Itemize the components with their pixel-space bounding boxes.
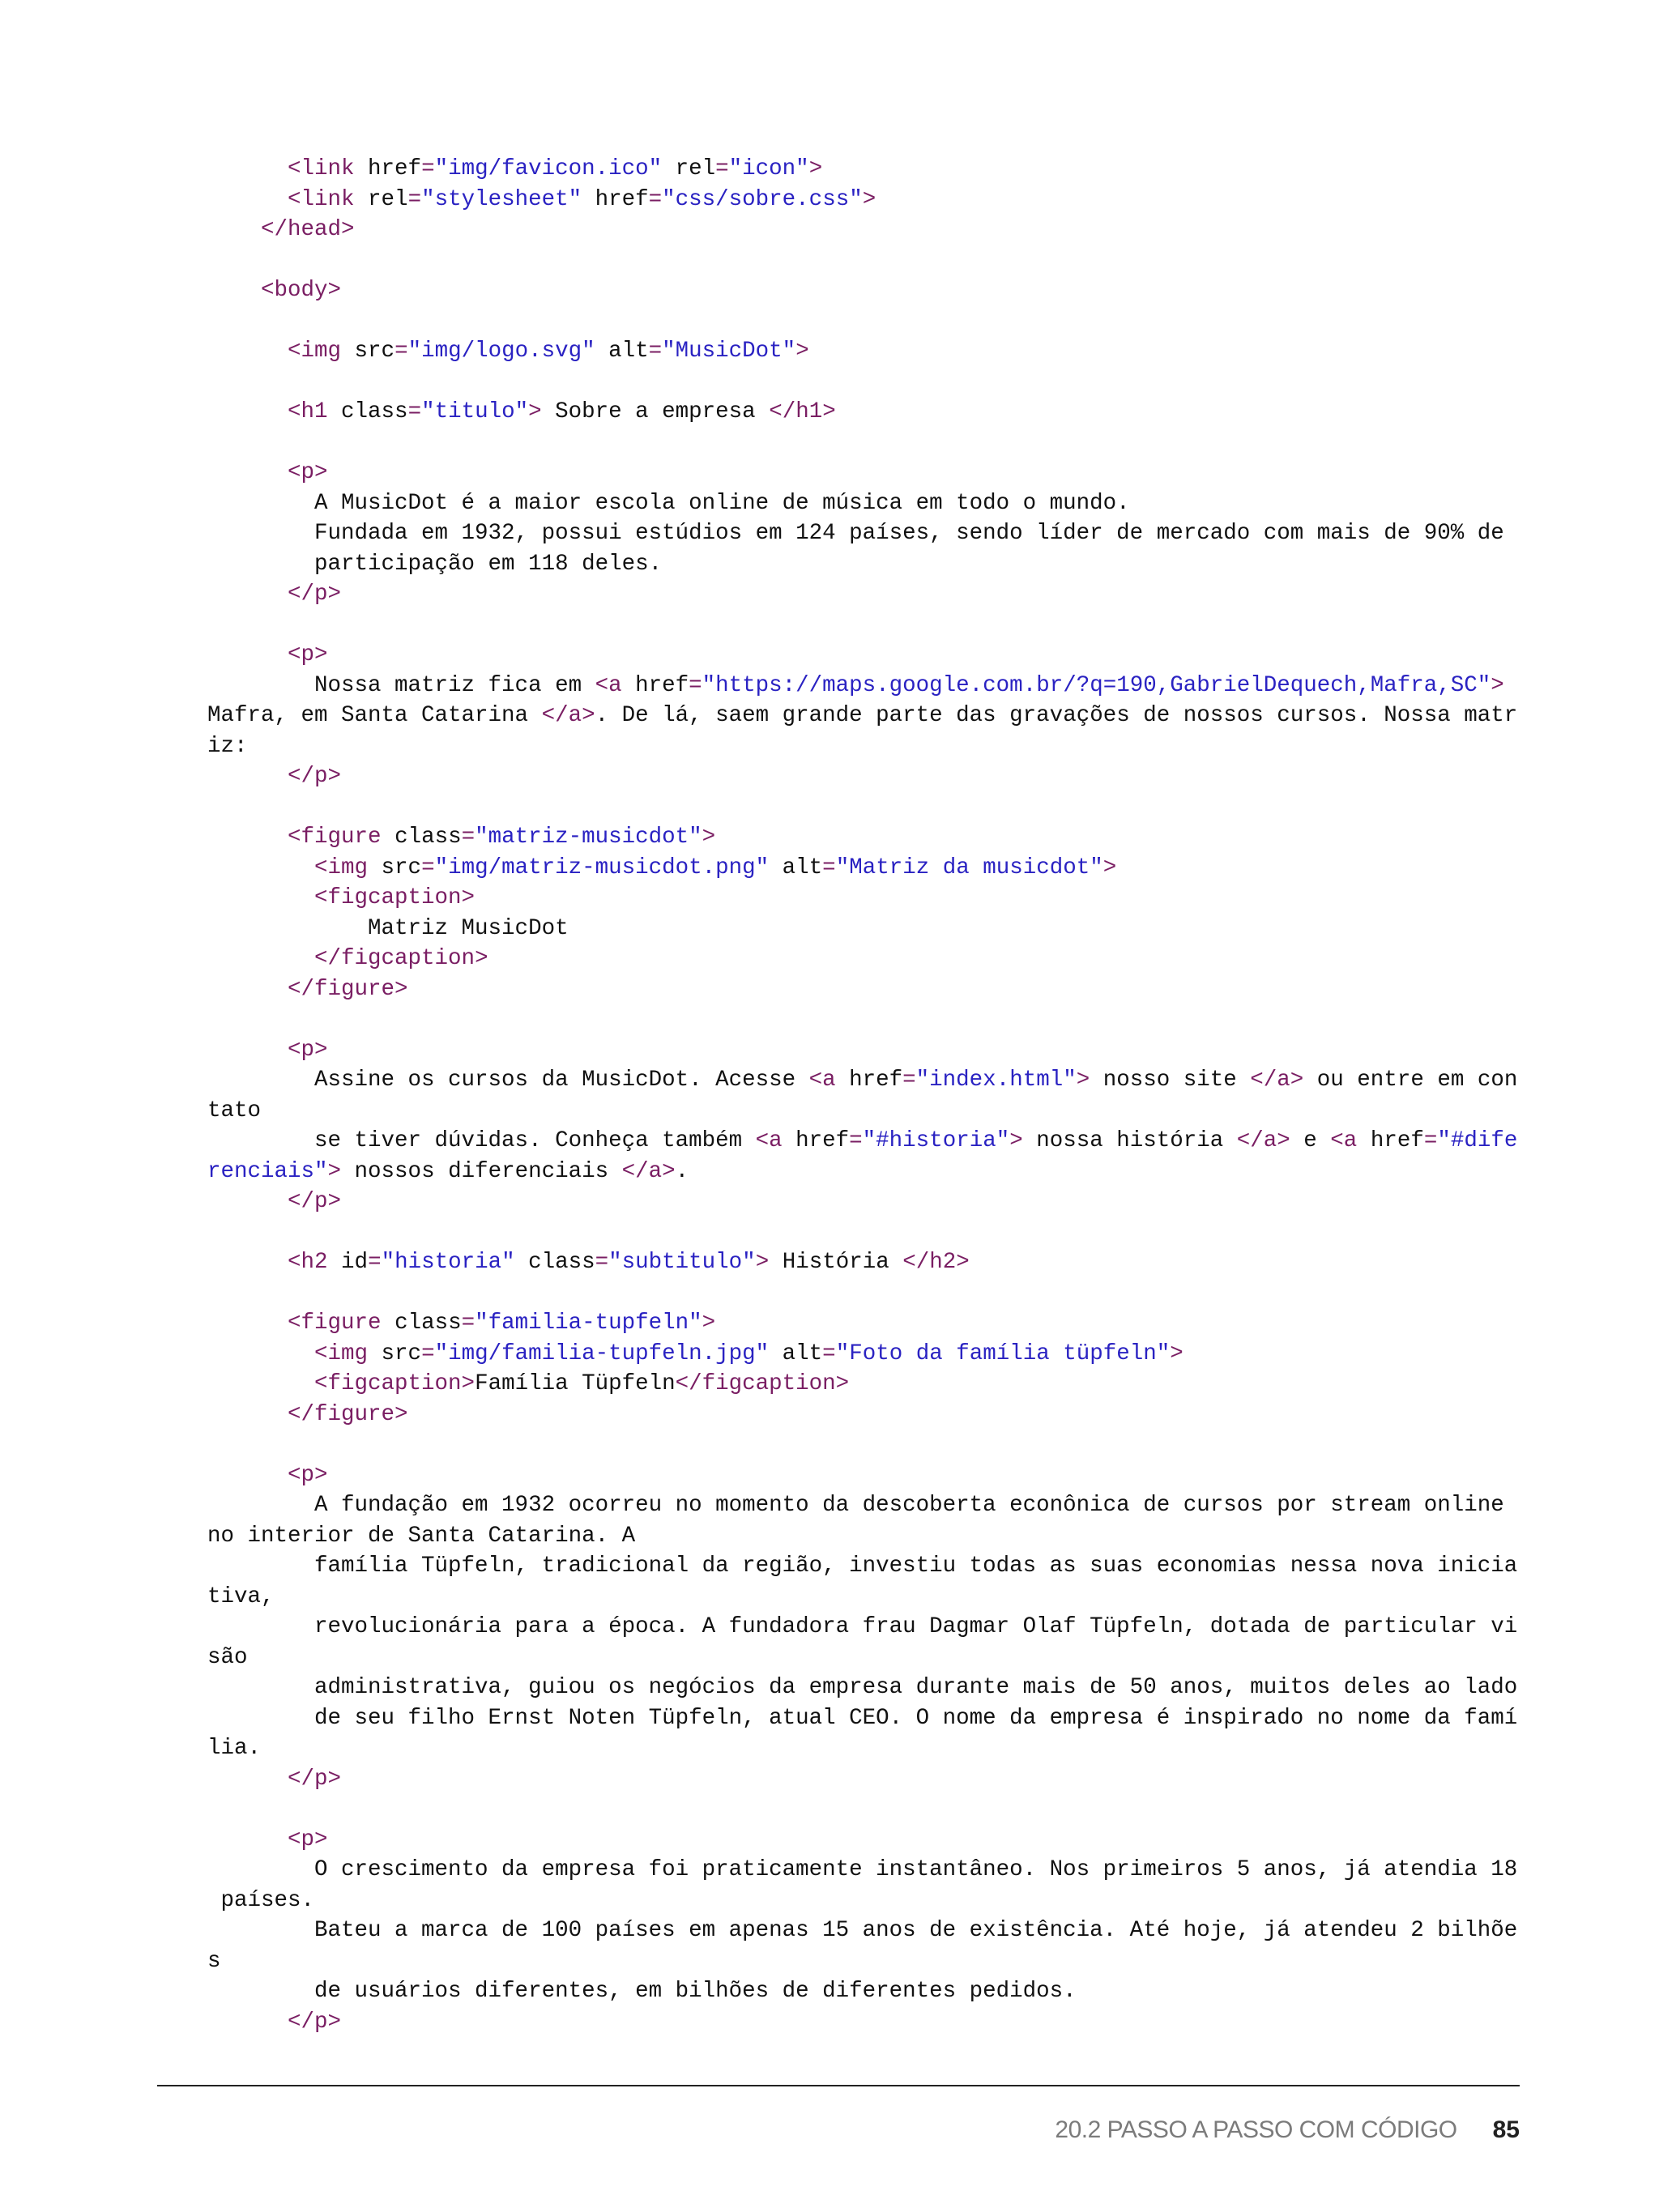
code-token: > [808, 156, 823, 181]
code-line [207, 1916, 1520, 1946]
code-line [207, 731, 1520, 762]
code-token: id [327, 1250, 369, 1275]
code-token [207, 1341, 314, 1366]
code-line [207, 1157, 1520, 1187]
code-line [207, 1521, 1520, 1552]
code-line [207, 1247, 1520, 1278]
code-line [207, 488, 1520, 519]
code-token: > [1009, 1128, 1023, 1153]
code-token: > [528, 399, 542, 424]
code-line [207, 610, 1520, 641]
code-line [207, 883, 1520, 914]
code-token [207, 1371, 314, 1396]
code-line [207, 974, 1520, 1005]
code-token: Sobre a empresa [541, 399, 770, 424]
code-token: lia. [207, 1736, 262, 1761]
code-token: = [407, 399, 422, 424]
code-token: <figure [288, 825, 382, 850]
code-token: renciais" [207, 1158, 328, 1184]
code-line [207, 154, 1520, 185]
code-token [207, 764, 288, 789]
code-token: "index.html" [915, 1068, 1077, 1093]
code-line [207, 640, 1520, 671]
code-line [207, 185, 1520, 215]
code-line [207, 1490, 1520, 1521]
code-token: = [648, 186, 663, 212]
code-token: <p> [288, 460, 328, 485]
code-token: href [582, 186, 649, 212]
code-token: nossa história [1022, 1128, 1237, 1153]
code-token: href [354, 156, 422, 181]
code-token: = [461, 1311, 476, 1336]
code-token [207, 399, 288, 424]
code-token: "matriz-musicdot" [475, 825, 702, 850]
code-token: "titulo" [421, 399, 529, 424]
code-token: > [1170, 1340, 1183, 1366]
code-line [207, 1673, 1520, 1703]
code-line [207, 1400, 1520, 1430]
code-token: <a [1330, 1128, 1358, 1153]
code-token: "familia-tupfeln" [475, 1311, 702, 1336]
code-token: = [461, 825, 476, 850]
code-token [207, 187, 288, 212]
code-line [207, 1551, 1520, 1582]
code-line [207, 1308, 1520, 1339]
code-token: </p> [288, 582, 342, 607]
code-token: e [1290, 1128, 1331, 1153]
code-token: <img [314, 1340, 369, 1366]
code-token: A MusicDot é a maior escola online de música em todo o mundo. [207, 490, 1130, 516]
code-token: Bateu a marca de 100 países em apenas 15 anos de existência. Até hoje, já atendeu 2 bilhõe [207, 1918, 1518, 1943]
code-line [207, 1278, 1520, 1309]
code-token [207, 460, 288, 485]
code-line [207, 579, 1520, 610]
page-number: 85 [1492, 2116, 1520, 2143]
code-token: href [621, 672, 689, 698]
code-token: > [1076, 1068, 1090, 1093]
code-token [207, 1038, 288, 1063]
code-token: nosso site [1090, 1068, 1251, 1093]
code-token: </a> [621, 1158, 676, 1184]
code-line [207, 306, 1520, 337]
code-token: </h2> [902, 1250, 970, 1275]
code-token: href [835, 1068, 903, 1093]
code-token: ou entre em con [1303, 1068, 1518, 1093]
code-token: História [769, 1250, 903, 1275]
code-token: src [368, 855, 422, 880]
code-token [207, 855, 314, 880]
code-token: class [514, 1250, 595, 1275]
code-token: <p> [288, 1826, 328, 1852]
code-token: <a [808, 1068, 836, 1093]
code-token: src [368, 1340, 422, 1366]
code-line [207, 1582, 1520, 1613]
code-token: > [702, 1311, 716, 1336]
code-line [207, 1612, 1520, 1643]
code-token: se tiver dúvidas. Conheça também [207, 1128, 756, 1153]
code-line [207, 914, 1520, 944]
code-token: de seu filho Ernst Noten Tüpfeln, atual CEO. O nome da empresa é inspirado no nome da famí [207, 1705, 1518, 1731]
code-token: > [702, 825, 716, 850]
code-line [207, 245, 1520, 276]
page-footer [1055, 2114, 1520, 2146]
code-token: "Matriz da musicdot" [835, 855, 1103, 880]
code-token: "subtitulo" [608, 1250, 756, 1275]
code-token: "stylesheet" [421, 186, 582, 212]
code-token: <figcaption> [314, 1371, 476, 1396]
code-line [207, 1369, 1520, 1400]
code-token: no interior de Santa Catarina. A [207, 1523, 636, 1549]
code-token: "https://maps.google.com.br/?q=190,GabrielDequech,Mafra,SC" [702, 672, 1491, 698]
code-token: <link [288, 186, 355, 212]
code-token: A fundação em 1932 ocorreu no momento da descoberta econônica de cursos por stream online [207, 1493, 1504, 1518]
code-token: = [849, 1128, 863, 1153]
code-token: "img/familia-tupfeln.jpg" [434, 1340, 770, 1366]
code-token: "MusicDot" [662, 339, 796, 364]
code-token: <link [288, 156, 355, 181]
code-line [207, 1187, 1520, 1217]
code-token: class [381, 1311, 462, 1336]
code-token: <img [314, 855, 369, 880]
code-token: Mafra, em Santa Catarina [207, 703, 542, 728]
code-line [207, 1035, 1520, 1066]
code-token: > [1491, 672, 1504, 698]
code-line [207, 1339, 1520, 1370]
code-token: </p> [288, 2009, 342, 2035]
code-token [207, 156, 288, 181]
code-token: "img/logo.svg" [407, 339, 595, 364]
code-token [207, 1463, 288, 1488]
code-token: "icon" [728, 156, 809, 181]
code-line [207, 1886, 1520, 1916]
code-token [207, 1767, 288, 1792]
code-token [207, 885, 314, 910]
code-token: </head> [261, 217, 355, 242]
code-token: > [755, 1250, 770, 1275]
code-token: = [648, 339, 663, 364]
code-line [207, 1794, 1520, 1825]
code-token: <img [288, 339, 342, 364]
code-line [207, 792, 1520, 823]
code-line [207, 1126, 1520, 1157]
code-line [207, 458, 1520, 488]
code-line [207, 1096, 1520, 1127]
code-token: Nossa matriz fica em [207, 672, 595, 698]
code-token: = [421, 1340, 435, 1366]
code-token: "historia" [381, 1250, 515, 1275]
code-token: = [822, 1340, 836, 1366]
code-token: <p> [288, 1462, 328, 1488]
code-token: > [862, 186, 876, 212]
code-token: = [368, 1250, 382, 1275]
code-token: </a> [1236, 1128, 1290, 1153]
code-token: . De lá, saem grande parte das gravações de nossos cursos. Nossa matr [595, 703, 1518, 728]
code-token: </a> [541, 703, 595, 728]
code-line [207, 1004, 1520, 1035]
code-token: são [207, 1644, 248, 1670]
code-line [207, 1217, 1520, 1248]
code-line [207, 1733, 1520, 1764]
code-line [207, 1764, 1520, 1795]
code-line [207, 1855, 1520, 1886]
code-token [207, 642, 288, 667]
code-token: class [327, 399, 408, 424]
code-line [207, 275, 1520, 306]
code-line [207, 1460, 1520, 1491]
code-token [207, 1311, 288, 1336]
code-token [207, 977, 288, 1002]
code-token: tato [207, 1097, 262, 1123]
code-token: "css/sobre.css" [662, 186, 863, 212]
code-line [207, 1643, 1520, 1673]
code-token: alt [595, 339, 649, 364]
code-token: O crescimento da empresa foi praticamente instantâneo. Nos primeiros 5 anos, já atendia 18 [207, 1857, 1518, 1882]
code-token: <h2 [288, 1250, 328, 1275]
code-token: <figure [288, 1311, 382, 1336]
code-line [207, 428, 1520, 458]
code-token: = [407, 186, 422, 212]
code-token: = [595, 1250, 609, 1275]
code-token: Matriz MusicDot [207, 915, 569, 941]
code-token: = [902, 1068, 916, 1093]
code-token: nossos diferenciais [341, 1158, 622, 1184]
code-token: href [782, 1128, 850, 1153]
code-line [207, 1946, 1520, 1977]
code-token [207, 582, 288, 607]
code-token: s [207, 1948, 221, 1974]
code-token: = [394, 339, 408, 364]
footer-rule [157, 2085, 1520, 2086]
code-token: "#dife [1437, 1128, 1518, 1153]
code-token: = [715, 156, 729, 181]
code-token [207, 339, 288, 364]
code-token [207, 1827, 288, 1852]
code-token: de usuários diferentes, em bilhões de diferentes pedidos. [207, 1979, 1077, 2004]
code-token: <h1 [288, 399, 328, 424]
code-token: <a [755, 1128, 783, 1153]
code-token: </figure> [288, 976, 408, 1002]
code-token: alt [769, 1340, 823, 1366]
code-token [207, 1189, 288, 1214]
code-token [207, 946, 314, 971]
code-token: </figure> [288, 1401, 408, 1427]
code-token: rel [662, 156, 716, 181]
code-token: <figcaption> [314, 885, 476, 910]
code-token: > [795, 339, 809, 364]
code-token: família Tüpfeln, tradicional da região, investiu todas as suas economias nessa nova inicia [207, 1554, 1518, 1579]
code-token: class [381, 825, 462, 850]
code-token: "#historia" [862, 1128, 1010, 1153]
code-line [207, 2007, 1520, 2038]
code-token: = [421, 156, 435, 181]
code-line [207, 1430, 1520, 1460]
code-token: <p> [288, 1037, 328, 1063]
code-token: "Foto da família tüpfeln" [835, 1340, 1171, 1366]
code-line [207, 518, 1520, 549]
code-token: <body> [261, 278, 342, 303]
code-line [207, 701, 1520, 731]
code-token: </p> [288, 1189, 342, 1214]
code-line [207, 367, 1520, 398]
code-token: países. [207, 1887, 315, 1913]
code-line [207, 549, 1520, 580]
code-token: = [1423, 1128, 1438, 1153]
code-token: > [1102, 855, 1117, 880]
code-token: = [822, 855, 836, 880]
code-token: "img/matriz-musicdot.png" [434, 855, 770, 880]
code-token: Fundada em 1932, possui estúdios em 124 países, sendo líder de mercado com mais de 90% de [207, 521, 1504, 546]
code-line [207, 761, 1520, 792]
code-token: = [689, 672, 702, 698]
code-token: </p> [288, 764, 342, 789]
code-token: Família Tüpfeln [475, 1371, 676, 1396]
code-token [207, 2010, 288, 2035]
code-token: administrativa, guiou os negócios da empresa durante mais de 50 anos, muitos deles ao lado [207, 1675, 1518, 1700]
code-token: href [1357, 1128, 1424, 1153]
running-header-chapter: 20.2 PASSO A PASSO COM CÓDIGO [1055, 2116, 1457, 2143]
code-token: </figcaption> [675, 1371, 850, 1396]
code-token: <p> [288, 642, 328, 667]
code-line [207, 336, 1520, 367]
code-listing [207, 154, 1520, 2037]
code-token: </p> [288, 1766, 342, 1792]
code-line [207, 1065, 1520, 1096]
code-line [207, 1703, 1520, 1734]
code-line [207, 944, 1520, 974]
code-token: </h1> [769, 399, 836, 424]
code-line [207, 1825, 1520, 1856]
code-line [207, 822, 1520, 853]
code-token [207, 217, 261, 242]
code-token [207, 1402, 288, 1427]
code-token: <a [595, 672, 622, 698]
code-line [207, 215, 1520, 245]
code-line [207, 671, 1520, 701]
code-token [207, 825, 288, 850]
code-token: src [341, 339, 395, 364]
code-line [207, 853, 1520, 884]
code-token: tiva, [207, 1583, 275, 1609]
code-token: iz: [207, 733, 248, 759]
code-token [207, 278, 261, 303]
code-token: participação em 118 deles. [207, 551, 663, 577]
code-token: revolucionária para a época. A fundadora frau Dagmar Olaf Tüpfeln, dotada de particular vi [207, 1614, 1518, 1639]
code-token: > [327, 1158, 342, 1184]
code-token: </a> [1250, 1068, 1304, 1093]
code-token [207, 1250, 288, 1275]
code-line [207, 397, 1520, 428]
code-token: Assine os cursos da MusicDot. Acesse [207, 1068, 809, 1093]
code-token: alt [769, 855, 823, 880]
code-token: = [421, 855, 435, 880]
code-token: rel [354, 186, 408, 212]
code-token: . [675, 1158, 689, 1184]
code-token: "img/favicon.ico" [434, 156, 663, 181]
code-line [207, 1976, 1520, 2007]
code-token: </figcaption> [314, 946, 488, 971]
